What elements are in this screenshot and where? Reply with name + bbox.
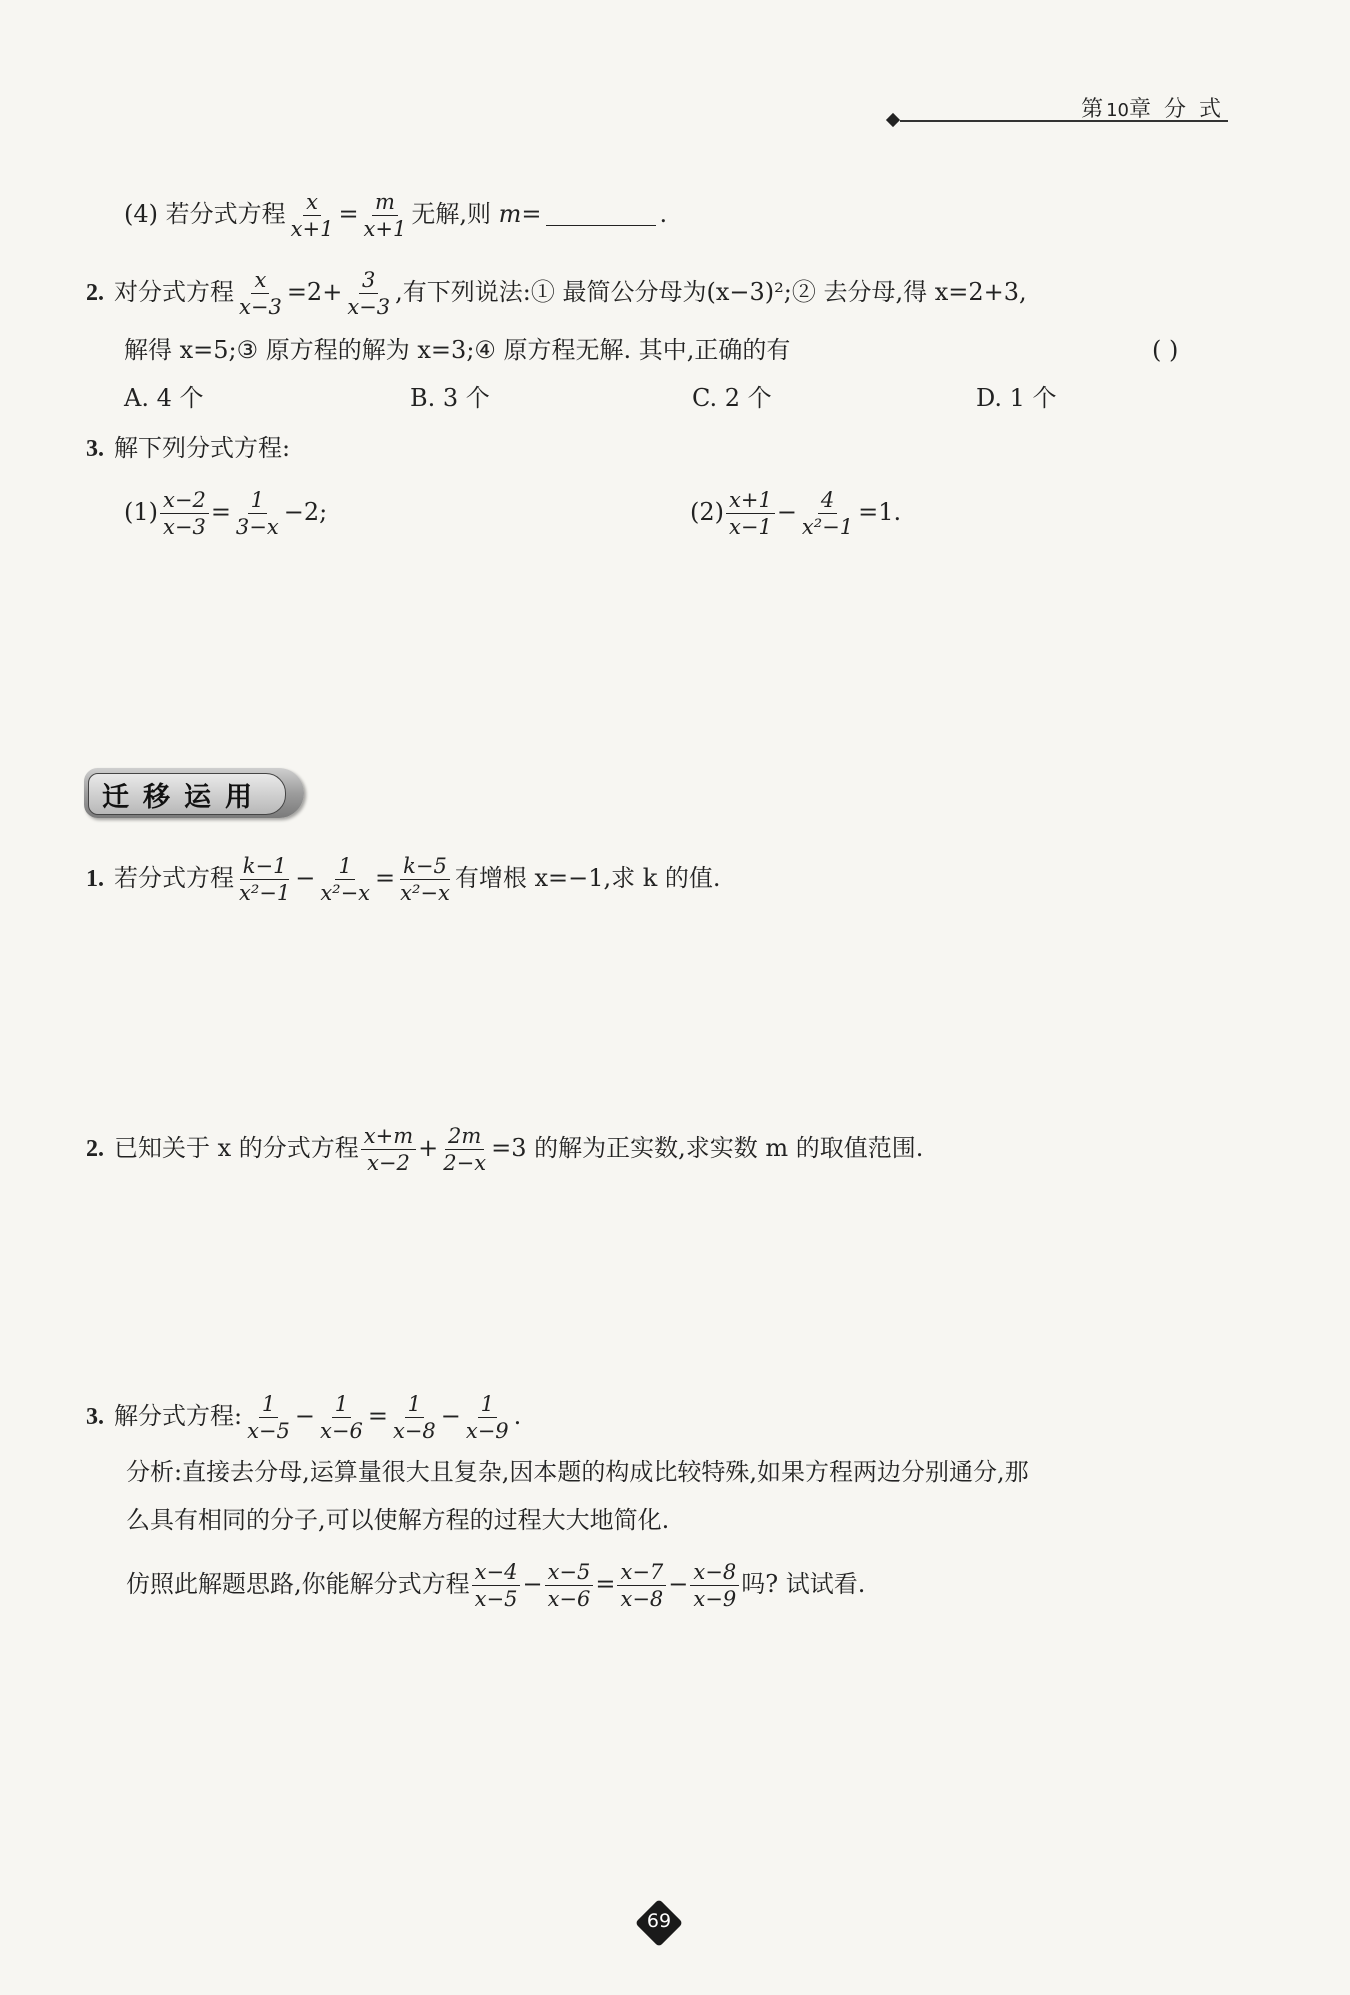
chapter-title-pre: 第	[1081, 97, 1107, 122]
denominator: x−3	[347, 295, 391, 319]
fraction	[472, 1560, 521, 1611]
denominator: x−5	[247, 1419, 290, 1443]
denominator: x−9	[465, 1419, 509, 1443]
fraction	[726, 488, 775, 539]
fraction	[361, 1124, 416, 1175]
numerator: 1	[259, 1392, 278, 1418]
fraction	[317, 1392, 366, 1443]
try-post: 吗? 试试看.	[741, 1570, 866, 1598]
numerator: 4	[818, 488, 837, 514]
question-number: 1.	[86, 866, 104, 892]
numerator: x	[251, 268, 269, 294]
chapter-header	[888, 92, 1228, 132]
analysis-line-2: 么具有相同的分子,可以使解方程的过程大大地简化.	[126, 1506, 670, 1534]
question-3-title	[86, 428, 290, 469]
fraction	[236, 854, 293, 905]
denominator: x−8	[392, 1419, 436, 1443]
question-2-line-1	[86, 268, 1027, 319]
fraction	[244, 1392, 293, 1443]
equals-sign: =	[367, 1402, 388, 1430]
fraction	[361, 190, 410, 241]
transfer-question-2	[86, 1124, 923, 1175]
equals-sign: =	[595, 1570, 616, 1598]
question-number: 2.	[86, 1136, 104, 1162]
fraction	[390, 1392, 439, 1443]
answer-parentheses[interactable]: ( )	[1152, 336, 1179, 364]
equals-sign: =	[210, 498, 231, 526]
denominator: x²−x	[320, 881, 371, 905]
numerator: 1	[248, 488, 267, 514]
numerator: 2m	[445, 1124, 484, 1150]
fraction	[617, 1560, 666, 1611]
q2-mid: =2+	[286, 278, 343, 306]
denominator: x−5	[474, 1587, 518, 1611]
period: .	[659, 200, 668, 228]
chapter-title	[1081, 92, 1224, 123]
part-label: (2)	[690, 498, 724, 526]
question-number: 3.	[86, 1404, 104, 1430]
denominator: x+1	[363, 217, 407, 241]
page-number: 69	[646, 1910, 672, 1932]
answer-blank[interactable]	[546, 201, 656, 226]
question-2-line-2: 解得 x=5;③ 原方程的解为 x=3;④ 原方程无解. 其中,正确的有	[124, 336, 791, 364]
section-tag	[84, 768, 304, 818]
denominator: x−3	[163, 515, 206, 539]
denominator: x−8	[620, 1587, 664, 1611]
variable-m: m	[498, 200, 522, 228]
fraction	[344, 268, 393, 319]
denominator: x−6	[320, 1419, 363, 1443]
numerator: k−1	[240, 854, 290, 880]
question-1-4	[124, 190, 667, 241]
numerator: 1	[405, 1392, 424, 1418]
fraction	[690, 1560, 739, 1611]
try-pre: 仿照此解题思路,你能解分式方程	[126, 1570, 470, 1598]
transfer-question-1	[86, 854, 721, 905]
analysis-line-1: 分析:直接去分母,运算量很大且复杂,因本题的构成比较特殊,如果方程两边分别通分,那	[126, 1458, 1029, 1486]
numerator: x−4	[472, 1560, 521, 1586]
part-tail: −2;	[283, 498, 328, 526]
fraction	[233, 488, 282, 539]
numerator: x−8	[690, 1560, 739, 1586]
denominator: x−2	[367, 1151, 410, 1175]
fraction	[288, 190, 337, 241]
denominator: x−3	[239, 295, 282, 319]
fraction	[545, 1560, 594, 1611]
section-tag-label: 迁移运用	[102, 782, 266, 813]
option-c[interactable]: C. 2 个	[692, 384, 772, 412]
part-tail: =1.	[858, 498, 902, 526]
denominator: x²−1	[801, 515, 854, 539]
minus-sign: −	[522, 1570, 543, 1598]
q2-post: ,有下列说法:① 最简公分母为(x−3)²;② 去分母,得 x=2+3,	[395, 278, 1027, 306]
denominator: x+1	[290, 217, 334, 241]
q4-label: (4) 若分式方程	[124, 200, 286, 228]
numerator: m	[372, 190, 398, 216]
q3-title: 解下列分式方程:	[114, 434, 291, 462]
numerator: x+m	[361, 1124, 416, 1150]
minus-sign: −	[668, 1570, 689, 1598]
fraction	[799, 488, 856, 539]
denominator: x−6	[547, 1587, 591, 1611]
fraction	[463, 1392, 512, 1443]
denominator: x²−x	[400, 881, 450, 905]
q-post: 有增根 x=−1,求 k 的值.	[454, 864, 721, 892]
q4-tail: 无解,则	[411, 200, 491, 228]
denominator: 3−x	[235, 515, 279, 539]
minus-sign: −	[776, 498, 797, 526]
numerator: 1	[332, 1392, 351, 1418]
question-3-part-2	[690, 488, 901, 539]
q-post: =3 的解为正实数,求实数 m 的取值范围.	[491, 1134, 924, 1162]
option-a[interactable]: A. 4 个	[124, 384, 204, 412]
question-3-part-1	[124, 488, 327, 539]
chapter-title-post: 章 分 式	[1129, 97, 1224, 122]
equals-sign: =	[521, 200, 542, 228]
denominator: x−9	[693, 1587, 737, 1611]
try-prompt	[126, 1560, 865, 1611]
period: .	[513, 1402, 522, 1430]
equals-sign: =	[338, 200, 359, 228]
minus-sign: −	[294, 1402, 316, 1430]
q2-pre: 对分式方程	[114, 278, 234, 306]
numerator: x−2	[160, 488, 209, 514]
question-number: 2.	[86, 280, 104, 306]
fraction	[236, 268, 285, 319]
minus-sign: −	[295, 864, 316, 892]
denominator: x−1	[729, 515, 772, 539]
plus-sign: +	[418, 1134, 439, 1162]
numerator: x−7	[617, 1560, 666, 1586]
fraction	[397, 854, 453, 905]
transfer-question-3	[86, 1392, 521, 1443]
part-label: (1)	[124, 498, 158, 526]
minus-sign: −	[440, 1402, 461, 1430]
q-pre: 解分式方程:	[114, 1402, 243, 1430]
equals-sign: =	[375, 864, 396, 892]
fraction	[160, 488, 209, 539]
page-number-badge	[636, 1900, 682, 1946]
denominator: 2−x	[443, 1151, 487, 1175]
numerator: x+1	[726, 488, 775, 514]
header-diamond-icon	[886, 113, 900, 127]
option-b[interactable]: B. 3 个	[410, 384, 490, 412]
q-pre: 已知关于 x 的分式方程	[114, 1134, 359, 1162]
chapter-number: 10	[1106, 100, 1129, 121]
numerator: x−5	[545, 1560, 594, 1586]
numerator: x	[303, 190, 321, 216]
denominator: x²−1	[239, 881, 291, 905]
numerator: 1	[478, 1392, 497, 1418]
fraction	[440, 1124, 489, 1175]
q-pre: 若分式方程	[114, 864, 234, 892]
numerator: 3	[359, 268, 378, 294]
numerator: 1	[335, 854, 354, 880]
option-d[interactable]: D. 1 个	[976, 384, 1057, 412]
fraction	[317, 854, 373, 905]
question-number: 3.	[86, 436, 104, 462]
numerator: k−5	[400, 854, 450, 880]
